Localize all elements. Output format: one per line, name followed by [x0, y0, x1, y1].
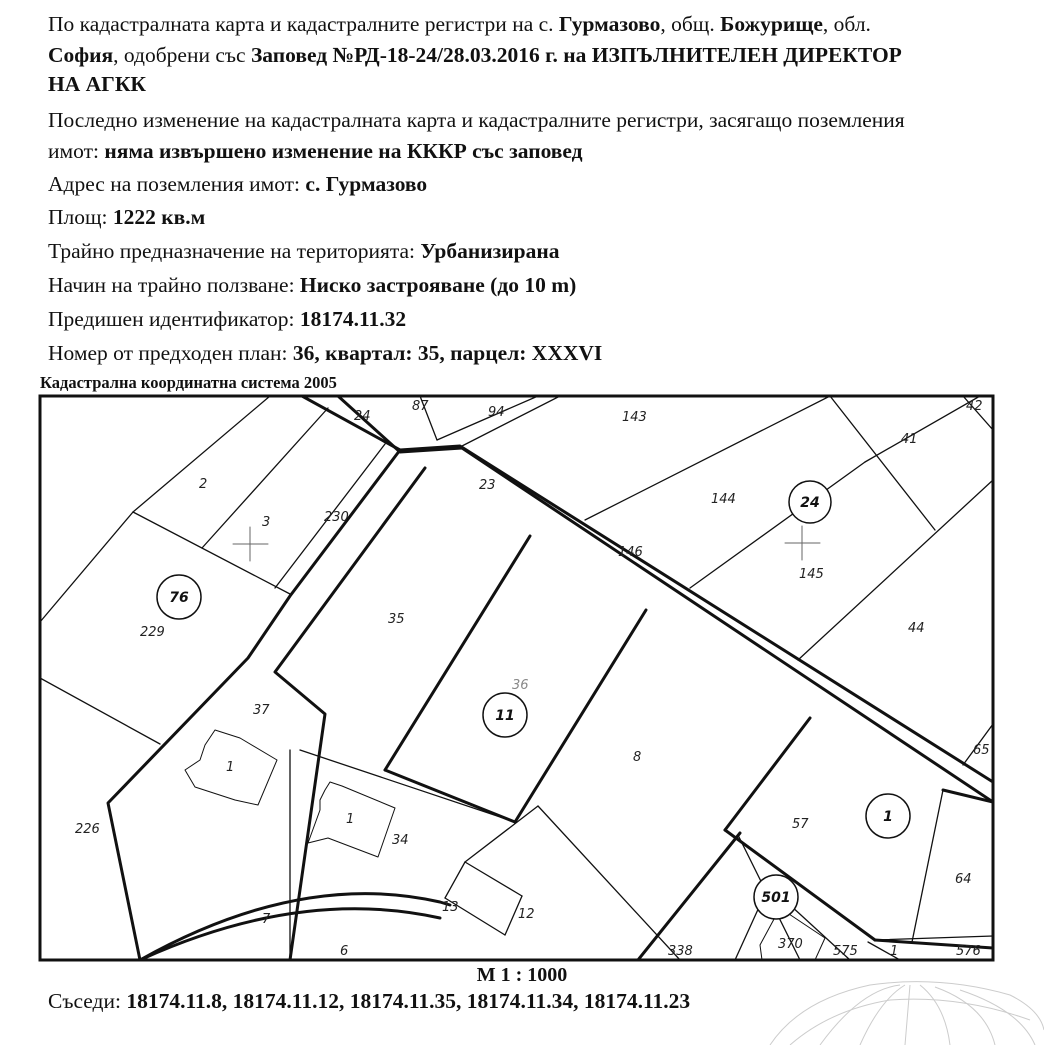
parcel-label: 2 — [199, 477, 208, 492]
last-change-value: няма извършено изменение на КККР със заповед — [104, 139, 583, 163]
parcel-label: 575 — [833, 944, 858, 959]
last-change-label: имот: — [48, 139, 105, 163]
building-label: 1 — [346, 812, 355, 827]
parcel-label: 42 — [966, 399, 983, 414]
block-number: 76 — [169, 590, 189, 606]
usage-label: Начин на трайно ползване: — [48, 273, 300, 297]
order-reference-cont: НА АГКК — [48, 72, 147, 96]
block-number: 501 — [761, 890, 791, 906]
municipality-name: Божурище — [720, 12, 823, 36]
header-text: , одобрени със — [113, 43, 251, 67]
last-change-label: Последно изменение на кадастралната карта и кадастралните регистри, засягащо поземления — [48, 108, 905, 132]
parcel-label: 144 — [711, 492, 736, 507]
parcel-label: 64 — [955, 872, 972, 887]
village-name: Гурмазово — [558, 12, 661, 36]
parcel-labels — [75, 399, 990, 959]
parcel-label: 44 — [908, 621, 925, 636]
block-number: 24 — [800, 495, 820, 511]
parcel-boundaries-thick — [108, 396, 993, 960]
parcel-label: 41 — [901, 432, 918, 447]
parcel-label: 13 — [442, 900, 459, 915]
header-text: , общ. — [660, 12, 721, 36]
parcel-label: 35 — [388, 612, 405, 627]
parcel-label: 3 — [262, 515, 271, 530]
parcel-label: 37 — [253, 703, 270, 718]
parcel-label: 36 — [512, 678, 529, 693]
usage-value: Ниско застрояване (до 10 m) — [299, 273, 577, 297]
prev-plan-label: Номер от предходен план: — [48, 341, 293, 365]
prev-plan-value: 36, квартал: 35, парцел: XXXVI — [292, 341, 603, 365]
area-value: 1222 кв.м — [112, 205, 206, 229]
parcel-label: 23 — [479, 478, 496, 493]
neighbours-line — [48, 989, 690, 1014]
parcel-label: 87 — [412, 399, 429, 414]
prev-id-label: Предишен идентификатор: — [48, 307, 300, 331]
map-scale: М 1 : 1000 — [476, 964, 568, 986]
watermark-globe-icon — [770, 982, 1044, 1045]
parcel-label: 146 — [618, 545, 643, 560]
parcel-label: 34 — [392, 833, 409, 848]
header-text: , обл. — [822, 12, 871, 36]
building-label: 1 — [226, 760, 235, 775]
parcel-label: 576 — [956, 944, 981, 959]
neighbours-value: 18174.11.8, 18174.11.12, 18174.11.35, 18174.11.34, 18174.11.23 — [126, 989, 691, 1013]
parcel-label: 145 — [799, 567, 824, 582]
parcel-label: 6 — [340, 944, 349, 959]
neighbours-label: Съседи: — [48, 989, 127, 1013]
parcel-label: 338 — [668, 944, 693, 959]
parcel-label: 94 — [488, 405, 505, 420]
header-text: По кадастралната карта и кадастралните регистри на с. — [48, 12, 559, 36]
parcel-label: 57 — [792, 817, 809, 832]
parcel-label: 143 — [622, 410, 647, 425]
block-circles — [157, 481, 910, 919]
coordinate-system-title: Кадастрална координатна система 2005 — [40, 373, 337, 392]
region-name: София — [48, 43, 114, 67]
parcel-label: 1 — [890, 944, 899, 959]
purpose-label: Трайно предназначение на територията: — [48, 239, 421, 263]
parcel-label: 230 — [324, 510, 349, 525]
prev-id-value: 18174.11.32 — [299, 307, 407, 331]
parcel-label: 7 — [262, 912, 271, 927]
parcel-label: 226 — [75, 822, 100, 837]
purpose-value: Урбанизирана — [420, 239, 560, 263]
parcel-label: 229 — [140, 625, 165, 640]
block-number: 11 — [495, 708, 515, 724]
address-label: Адрес на поземления имот: — [48, 172, 306, 196]
parcel-label: 12 — [518, 907, 535, 922]
parcel-label: 65 — [973, 743, 990, 758]
parcel-label: 370 — [778, 937, 803, 952]
area-label: Площ: — [48, 205, 113, 229]
parcel-label: 8 — [633, 750, 642, 765]
block-number: 1 — [883, 809, 893, 825]
order-reference: Заповед №РД-18-24/28.03.2016 г. на ИЗПЪЛНИТЕЛЕН ДИРЕКТОР — [250, 43, 902, 67]
address-value: с. Гурмазово — [305, 172, 428, 196]
parcel-label: 24 — [354, 409, 371, 424]
